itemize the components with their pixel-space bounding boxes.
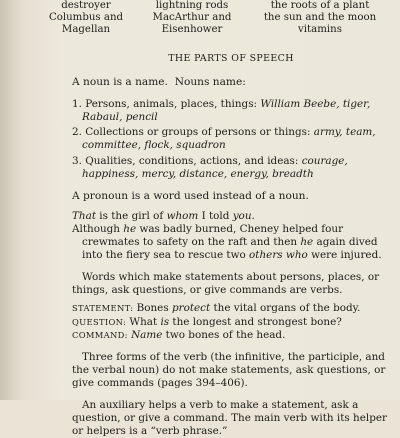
noun-item-1: 1. Persons, animals, places, things: William Beebe, tiger, Rabaul, pencil (72, 98, 371, 124)
noun-item-3: 3. Qualities, conditions, actions, and ideas: courage, happiness, mercy, distance, energy, breadth (72, 154, 348, 180)
word-column-1 (40, 0, 132, 36)
column-entry: the sun and the moon (263, 12, 377, 23)
column-entry: Magellan (61, 24, 111, 35)
pronoun-example-2: Although he was badly burned, Cheney helped four crewmates to safety on the raft and then he again dived into the fiery sea to rescue two others who were injured. (72, 222, 382, 262)
noun-item-2: 2. Collections or groups of persons or things: army, team, committee, flock, squadron (72, 126, 376, 152)
column-entry: the roots of a plant (270, 0, 370, 11)
page-content (72, 52, 390, 438)
pronoun-definition: A pronoun is a word used instead of a noun. (72, 189, 309, 202)
auxiliary-paragraph: An auxiliary helps a verb to make a statement, ask a question, or give a command. The main verb with its helper or helpers is a “verb phrase.” (72, 398, 387, 438)
column-entry: lightning rods (155, 0, 229, 11)
column-entry: Columbus and (48, 12, 124, 23)
column-entry: vitamins (298, 24, 342, 35)
verb-command-example: COMMAND: Name two bones of the head. (72, 328, 286, 341)
top-word-columns (40, 0, 382, 36)
column-entry: MacArthur and (152, 12, 232, 23)
word-column-3 (258, 0, 382, 36)
verb-intro: Words which make statements about persons, places, or things, ask questions, or give commands are verbs. (72, 271, 380, 297)
word-column-2 (144, 0, 240, 36)
section-heading: THE PARTS OF SPEECH (168, 53, 294, 64)
column-entry: Eisenhower (161, 24, 223, 35)
verb-forms-paragraph: Three forms of the verb (the infinitive, the participle, and the verbal noun) do not make statements, ask questions, or give commands (pages 394–406). (72, 350, 386, 389)
pronoun-example-1: That is the girl of whom I told you. (72, 209, 255, 222)
verb-statement-example: STATEMENT: Bones protect the vital organs of the body. (72, 302, 361, 315)
verb-question-example: QUESTION: What is the longest and strongest bone? (72, 315, 342, 328)
noun-definition: A noun is a name. Nouns name: (72, 76, 246, 89)
column-entry: destroyer (61, 0, 111, 11)
